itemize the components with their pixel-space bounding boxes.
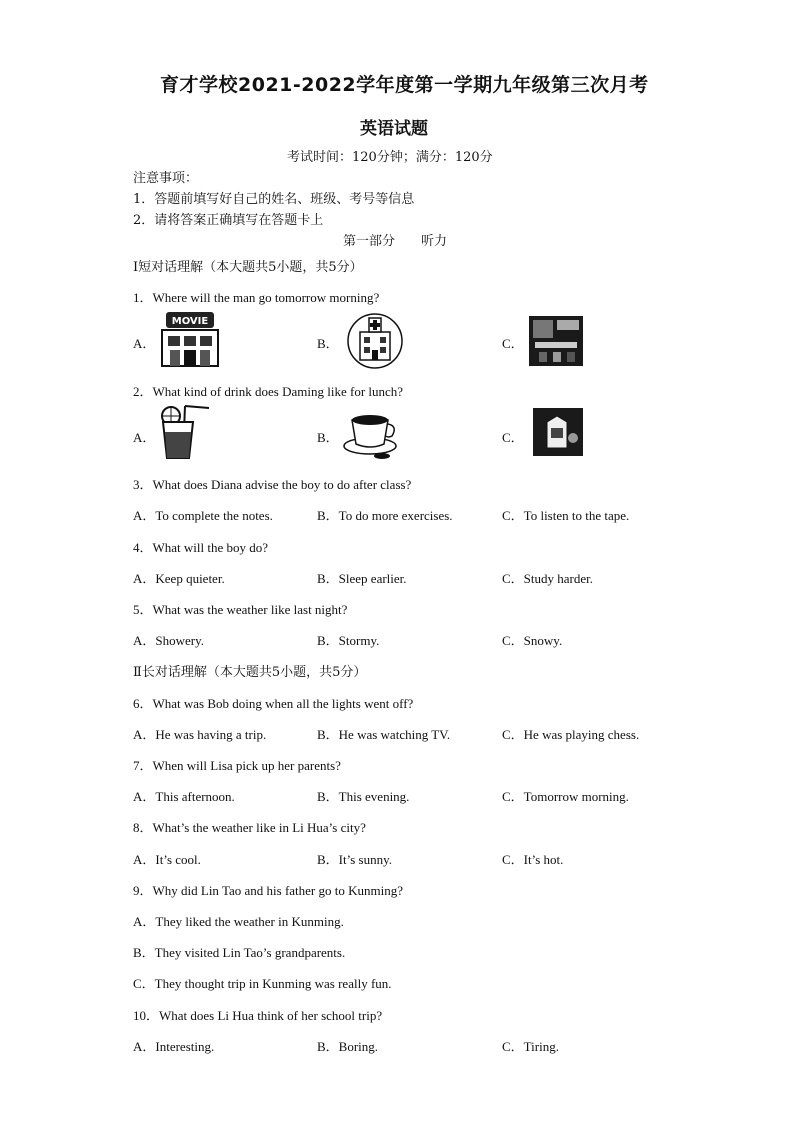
page-subtitle: 英语试题 (360, 119, 428, 139)
option-label: C． (502, 336, 524, 351)
notes-item: 1．答题前填写好自己的姓名、班级、考号等信息 (133, 192, 415, 207)
exam-info: 考试时间：120分钟；满分：120分 (287, 150, 493, 165)
option-label: C．It’s hot. (502, 852, 564, 867)
option-label: B．Sleep earlier. (317, 571, 407, 586)
notes-item: 2．请将答案正确填写在答题卡上 (133, 213, 324, 228)
question-stem: 2．What kind of drink does Daming like for lunch? (133, 384, 404, 399)
question-stem: 4．What will the boy do? (133, 540, 269, 555)
option-label: B．This evening. (317, 789, 410, 804)
option-label: A．Interesting. (133, 1039, 215, 1054)
option-label: B．Stormy. (317, 633, 380, 648)
option-label: C． (502, 430, 524, 445)
question-stem: 7．When will Lisa pick up her parents? (133, 758, 341, 773)
store-picture (529, 316, 583, 366)
coffee-picture (342, 406, 400, 462)
option-label: B．It’s sunny. (317, 852, 392, 867)
notes-heading: 注意事项： (133, 171, 199, 186)
question-stem: 10．What does Li Hua think of her school trip? (133, 1008, 383, 1023)
cinema-picture (156, 310, 224, 370)
option-label: C．Tiring. (502, 1039, 559, 1054)
option-label: C．Snowy. (502, 633, 563, 648)
option-label: A．They liked the weather in Kunming. (133, 914, 344, 929)
option-label: A．Keep quieter. (133, 571, 225, 586)
section-title: Ⅱ长对话理解（本大题共5小题，共5分） (133, 665, 367, 680)
option-label: B．He was watching TV. (317, 727, 451, 742)
section-title: Ⅰ短对话理解（本大题共5小题，共5分） (133, 260, 363, 275)
option-label: A．Showery. (133, 633, 205, 648)
question-stem: 1．Where will the man go tomorrow morning? (133, 290, 380, 305)
question-stem: 3．What does Diana advise the boy to do after class? (133, 477, 412, 492)
option-label: C．They thought trip in Kunming was really fun. (133, 976, 392, 991)
page-title: 育才学校2021-2022学年度第一学期九年级第三次月考 (160, 74, 649, 96)
option-label: B． (317, 336, 339, 351)
option-label: C．Study harder. (502, 571, 593, 586)
question-stem: 5．What was the weather like last night? (133, 602, 348, 617)
part-title: 第一部分 听力 (343, 234, 448, 249)
option-label: B．Boring. (317, 1039, 379, 1054)
question-stem: 6．What was Bob doing when all the lights went off? (133, 696, 414, 711)
option-label: B．They visited Lin Tao’s grandparents. (133, 945, 346, 960)
option-label: A．It’s cool. (133, 852, 201, 867)
option-label: A． (133, 336, 156, 351)
svg-text:MOVIE: MOVIE (171, 316, 209, 327)
milk-picture (533, 408, 583, 456)
option-label: A．This afternoon. (133, 789, 235, 804)
question-stem: 9．Why did Lin Tao and his father go to Kunming? (133, 883, 403, 898)
hospital-picture (344, 312, 406, 370)
option-label: B．To do more exercises. (317, 508, 453, 523)
option-label: C．He was playing chess. (502, 727, 640, 742)
juice-picture (155, 404, 211, 460)
option-label: B． (317, 430, 339, 445)
option-label: C．To listen to the tape. (502, 508, 630, 523)
option-label: A．To complete the notes. (133, 508, 273, 523)
option-label: A．He was having a trip. (133, 727, 267, 742)
option-label: C．Tomorrow morning. (502, 789, 629, 804)
question-stem: 8．What’s the weather like in Li Hua’s city? (133, 820, 366, 835)
option-label: A． (133, 430, 156, 445)
